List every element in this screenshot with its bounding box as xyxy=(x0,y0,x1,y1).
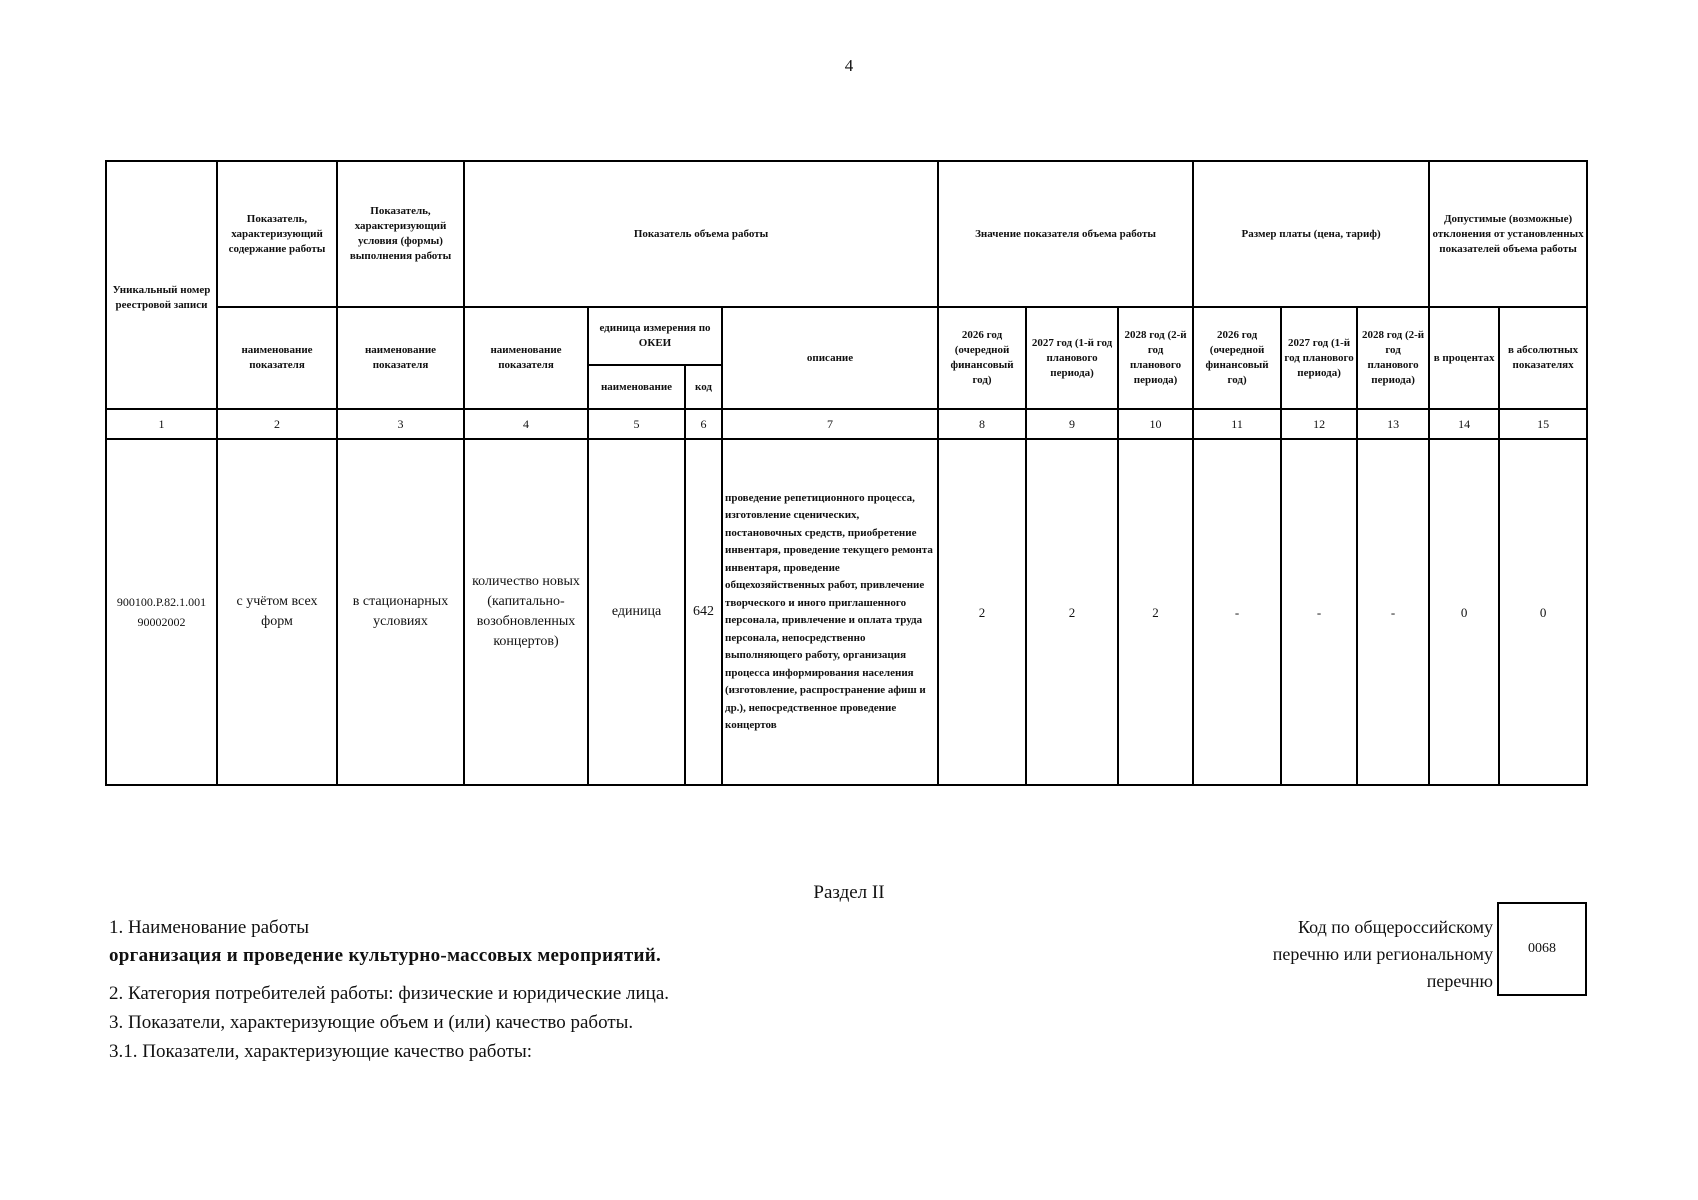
cell-deviation-absolute: 0 xyxy=(1499,439,1587,785)
header-deviations: Допустимые (возможные) отклонения от установленных показателей объема работы xyxy=(1429,161,1587,307)
subheader-fee-2026: 2026 год (очередной финансовый год) xyxy=(1193,307,1281,409)
subheader-year-2028: 2028 год (2-й год планового периода) xyxy=(1118,307,1193,409)
cell-description: проведение репетиционного процесса, изготовление сценических, постановочных средств, приобретение инвентаря, проведение текущего ремонта инвентаря, проведение общехозяйственных работ, привлечение творческого и иного приглашенного персонала, привлечение и оплата труда персонала, непосредственно выполняющего работу, организация процесса информирования населения (изготовление, распространение афиш и др.), непосредственное проведение концертов xyxy=(722,439,938,785)
index-cell: 5 xyxy=(588,409,685,439)
section-title: Раздел II xyxy=(813,882,885,903)
work-volume-table xyxy=(105,160,1588,786)
cell-registry-number: 900100.Р.82.1.001 90002002 xyxy=(106,439,217,785)
work-name-value: организация и проведение культурно-массовых мероприятий. xyxy=(109,945,662,966)
cell-content: с учётом всех форм xyxy=(217,439,337,785)
registry-code-value: 0068 xyxy=(1528,941,1556,956)
index-cell: 8 xyxy=(938,409,1026,439)
header-volume-indicator: Показатель объема работы xyxy=(464,161,938,307)
cell-value-2028: 2 xyxy=(1118,439,1193,785)
cell-conditions: в стационарных условиях xyxy=(337,439,464,785)
subheader-percent: в процентах xyxy=(1429,307,1499,409)
subheader-name-indicator: наименование показателя xyxy=(464,307,588,409)
index-cell: 6 xyxy=(685,409,722,439)
registry-code-box xyxy=(1497,902,1587,996)
index-cell: 12 xyxy=(1281,409,1357,439)
index-cell: 9 xyxy=(1026,409,1118,439)
subheader-unit-code: код xyxy=(685,365,722,409)
subheader-name-indicator: наименование показателя xyxy=(217,307,337,409)
subheader-unit-name: наименование xyxy=(588,365,685,409)
header-conditions-indicator: Показатель, характеризующий условия (формы) выполнения работы xyxy=(337,161,464,307)
index-cell: 3 xyxy=(337,409,464,439)
subheader-year-2027: 2027 год (1-й год планового периода) xyxy=(1026,307,1118,409)
header-volume-value: Значение показателя объема работы xyxy=(938,161,1193,307)
subheader-fee-2028: 2028 год (2-й год планового периода) xyxy=(1357,307,1429,409)
work-name-label: 1. Наименование работы xyxy=(109,917,310,938)
index-cell: 4 xyxy=(464,409,588,439)
cell-fee-2026: - xyxy=(1193,439,1281,785)
index-cell: 13 xyxy=(1357,409,1429,439)
cell-fee-2028: - xyxy=(1357,439,1429,785)
header-content-indicator: Показатель, характеризующий содержание работы xyxy=(217,161,337,307)
cell-deviation-percent: 0 xyxy=(1429,439,1499,785)
subheader-absolute: в абсолютных показателях xyxy=(1499,307,1587,409)
subheader-unit-okei: единица измерения по ОКЕИ xyxy=(588,307,722,365)
subheader-name-indicator: наименование показателя xyxy=(337,307,464,409)
subheader-year-2026: 2026 год (очередной финансовый год) xyxy=(938,307,1026,409)
cell-unit-name: единица xyxy=(588,439,685,785)
cell-value-2026: 2 xyxy=(938,439,1026,785)
registry-code-label: Код по общероссийскому перечню или региональному перечню xyxy=(1272,917,1493,991)
cell-unit-code: 642 xyxy=(685,439,722,785)
index-cell: 15 xyxy=(1499,409,1587,439)
header-fee: Размер платы (цена, тариф) xyxy=(1193,161,1429,307)
index-cell: 2 xyxy=(217,409,337,439)
subheader-description: описание xyxy=(722,307,938,409)
cell-value-2027: 2 xyxy=(1026,439,1118,785)
index-cell: 11 xyxy=(1193,409,1281,439)
cell-fee-2027: - xyxy=(1281,439,1357,785)
index-cell: 10 xyxy=(1118,409,1193,439)
header-unique-number: Уникальный номер реестровой записи xyxy=(106,161,217,409)
consumer-category: 2. Категория потребителей работы: физические и юридические лица. xyxy=(109,983,670,1004)
index-cell: 14 xyxy=(1429,409,1499,439)
index-cell: 1 xyxy=(106,409,217,439)
cell-indicator-name: количество новых (капитально-возобновленных концертов) xyxy=(464,439,588,785)
index-cell: 7 xyxy=(722,409,938,439)
indicators-heading: 3. Показатели, характеризующие объем и (или) качество работы. xyxy=(109,1012,634,1033)
page-number: 4 xyxy=(844,56,854,75)
subheader-fee-2027: 2027 год (1-й год планового периода) xyxy=(1281,307,1357,409)
quality-indicators-heading: 3.1. Показатели, характеризующие качество работы: xyxy=(109,1041,533,1062)
